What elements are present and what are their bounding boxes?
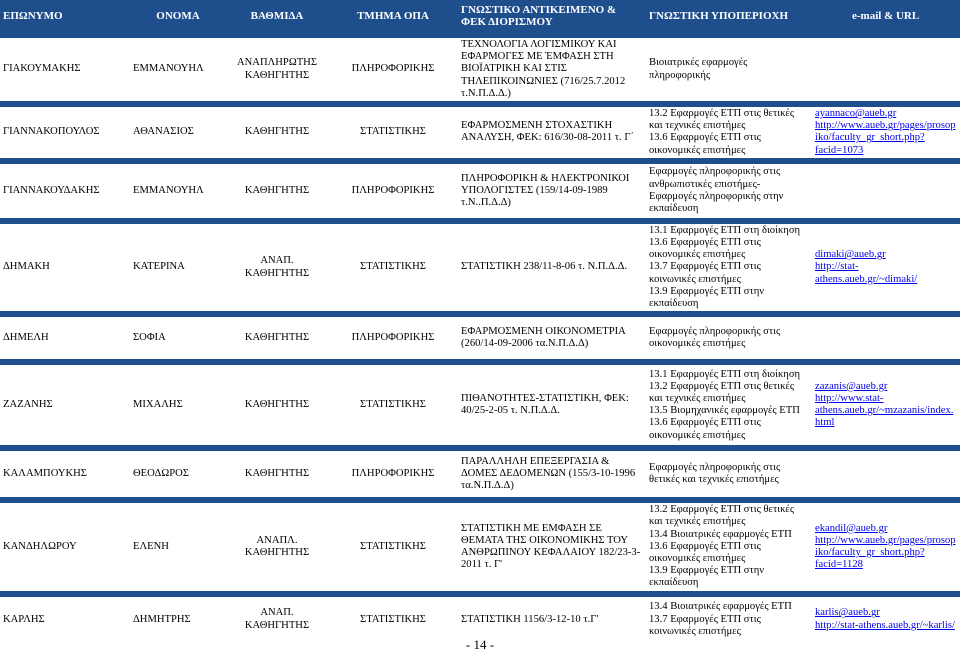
cell-rank: ΚΑΘΗΓΗΤΗΣ [244,332,310,344]
cell-name: ΘΕΟΔΩΡΟΣ [133,468,189,480]
cell-rank: ΑΝΑΠ. ΚΑΘΗΓΗΤΗΣ [244,607,310,631]
email-link[interactable]: karlis@aueb.gr [815,607,880,619]
cell-rank: ΑΝΑΠΛ. ΚΑΘΗΓΗΤΗΣ [244,534,310,558]
cell-rank: ΚΑΘΗΓΗΤΗΣ [244,184,310,196]
area-line: 13.2 Εφαρμογές ΕΤΠ στις θετικές και τεχνικές επιστήμες [649,380,795,405]
area-line: 13.2 Εφαρμογές ΕΤΠ στις θετικές και τεχνικές επιστήμες [649,108,795,132]
url-link[interactable]: http://www.aueb.gr/pages/prosopiko/faculty_gr_short.php?facid=1128 [815,534,956,571]
url-link[interactable]: http://www.stat-athens.aueb.gr/~mzazanis/index.html [815,393,954,429]
cell-subject: ΕΦΑΡΜΟΣΜΕΝΗ ΣΤΟΧΑΣΤΙΚΗ ΑΝΑΛΥΣΗ, ΦΕΚ: 616/30-08-2011 τ. Γ΄ [461,120,634,144]
cell-name: ΕΛΕΝΗ [133,540,169,552]
cell-subject: ΣΤΑΤΙΣΤΙΚΗ 238/11-8-06 τ. Ν.Π.Δ.Δ. [461,261,628,273]
cell-surname: ΓΙΑΝΝΑΚΟΠΟΥΛΟΣ [3,126,100,138]
cell-area [646,224,812,311]
cell-dept: ΠΛΗΡΟΦΟΡΙΚΗΣ [351,468,435,480]
area-line: 13.9 Εφαρμογές ΕΤΠ στην εκπαίδευση [649,285,765,310]
cell-area [646,107,812,158]
cell-dept: ΠΛΗΡΟΦΟΡΙΚΗΣ [351,332,435,344]
email-link[interactable]: dimaki@aueb.gr [815,249,886,261]
cell-subject: ΣΤΑΤΙΣΤΙΚΗ 1156/3-12-10 τ.Γ' [461,613,599,625]
cell-name: ΔΗΜΗΤΡΗΣ [133,613,191,625]
header-surname: ΕΠΩΝΥΜΟ [0,0,130,32]
cell-contact [812,365,960,445]
cell-surname: ΓΙΑΝΝΑΚΟΥΔΑΚΗΣ [3,184,100,196]
cell-rank: ΚΑΘΗΓΗΤΗΣ [244,126,310,138]
email-link[interactable]: zazanis@aueb.gr [815,380,888,392]
cell-contact [812,597,960,643]
area-line: 13.6 Εφαρμογές ΕΤΠ στις οικονομικές επιστήμες [649,417,761,441]
cell-surname: ΚΑΛΑΜΠΟΥΚΗΣ [3,468,87,480]
cell-name: ΜΙΧΑΛΗΣ [133,399,183,411]
cell-surname: ΚΑΝΔΗΛΩΡΟΥ [3,540,77,552]
cell-surname: ΓΙΑΚΟΥΜΑΚΗΣ [3,63,81,75]
area-line: 13.9 Εφαρμογές ΕΤΠ στην εκπαίδευση [649,565,765,589]
cell-dept: ΠΛΗΡΟΦΟΡΙΚΗΣ [351,63,435,75]
header-dept: ΤΜΗΜΑ ΟΠΑ [328,0,458,32]
page-number: - 14 - [465,637,495,652]
cell-subject: ΕΦΑΡΜΟΣΜΕΝΗ ΟΙΚΟΝΟΜΕΤΡΙΑ (260/14-09-2006 τα.Ν.Π.Δ.Δ) [461,326,626,350]
area-line: 13.6 Εφαρμογές ΕΤΠ στις οικονομικές επιστήμες [649,540,761,565]
table-row [0,597,960,643]
area-line: Εφαρμογές πληροφορικής στις ανθρωπιστικές επιστήμες- [649,166,781,190]
cell-contact [812,164,960,218]
cell-dept: ΣΤΑΤΙΣΤΙΚΗΣ [360,399,426,411]
cell-dept: ΠΛΗΡΟΦΟΡΙΚΗΣ [351,184,435,196]
area-line: Βιοιατρικές εφαρμογές πληροφορικής [649,57,748,81]
table-row [0,317,960,359]
cell-area [646,451,812,497]
cell-rank: ΚΑΘΗΓΗΤΗΣ [244,468,310,480]
cell-area [646,365,812,445]
area-line: 13.4 Βιοιατρικές εφαρμογές ΕΤΠ [649,528,792,540]
table-row [0,164,960,218]
header-name: ΟΝΟΜΑ [130,0,226,32]
table-row [0,38,960,101]
area-line: 13.2 Εφαρμογές ΕΤΠ στις θετικές και τεχνικές επιστήμες [649,504,795,528]
header-subject: ΓΝΩΣΤΙΚΟ ΑΝΤΙΚΕΙΜΕΝΟ & ΦΕΚ ΔΙΟΡΙΣΜΟΥ [458,0,646,32]
table-body [0,32,960,643]
cell-area [646,38,812,101]
area-line: 13.6 Εφαρμογές ΕΤΠ στις οικονομικές επιστήμες [649,132,761,156]
table-row [0,451,960,497]
cell-subject: ΠΙΘΑΝΟΤΗΤΕΣ-ΣΤΑΤΙΣΤΙΚΗ, ΦΕΚ: 40/25-2-05 τ. Ν.Π.Δ.Δ. [461,393,629,417]
header-rank: ΒΑΘΜΙΔΑ [226,0,328,32]
area-line: 13.1 Εφαρμογές ΕΤΠ στη διοίκηση [649,224,801,236]
table-row [0,365,960,445]
cell-area [646,164,812,218]
area-line: Εφαρμογές πληροφορικής στις οικονομικές επιστήμες [649,326,781,350]
table-row [0,107,960,158]
cell-subject: ΣΤΑΤΙΣΤΙΚΗ ΜΕ ΕΜΦΑΣΗ ΣΕ ΘΕΜΑΤΑ ΤΗΣ ΟΙΚΟΝΟΜΙΚΗΣ ΤΟΥ ΑΝΘΡΩΠΙΝΟΥ ΚΕΦΑΛΑΙΟΥ 182/23-3-2011 τ. Γ' [461,522,641,571]
cell-surname: ΔΗΜΑΚΗ [3,261,50,273]
cell-rank: ΑΝΑΠ. ΚΑΘΗΓΗΤΗΣ [244,255,310,279]
area-line: Εφαρμογές πληροφορικής στις θετικές και τεχνικές επιστήμες [649,462,781,486]
area-line: 13.4 Βιοιατρικές εφαρμογές ΕΤΠ [649,601,792,613]
cell-surname: ΚΑΡΛΗΣ [3,613,45,625]
cell-area [646,503,812,590]
email-link[interactable]: ekandil@aueb.gr [815,522,888,534]
cell-subject: ΤΕΧΝΟΛΟΓΙΑ ΛΟΓΙΣΜΙΚΟΥ ΚΑΙ ΕΦΑΡΜΟΓΕΣ ΜΕ ΈΜΦΑΣΗ ΣΤΗ ΒΙΟΪΑΤΡΙΚΗ ΚΑΙ ΣΤΙΣ ΤΗΛΕΠΙΚΟΙΝΩΝΙΕΣ (716/25.7.2012 τ.Ν.Π.Δ.Δ.) [461,39,626,99]
cell-surname: ΔΗΜΕΛΗ [3,332,49,344]
header-area: ΓΝΩΣΤΙΚΗ ΥΠΟΠΕΡΙΟΧΗ [646,0,812,32]
area-line: 13.5 Βιομηχανικές εφαρμογές ΕΤΠ [649,405,800,417]
cell-rank: ΚΑΘΗΓΗΤΗΣ [244,399,310,411]
area-line: 13.7 Εφαρμογές ΕΤΠ στις κοινωνικές επιστήμες [649,613,761,637]
cell-name: ΑΘΑΝΑΣΙΟΣ [133,126,194,138]
area-line: 13.7 Εφαρμογές ΕΤΠ στις κοινωνικές επιστήμες [649,261,761,285]
area-line: Εφαρμογές πληροφορικής στην εκπαίδευση [649,190,784,215]
table-row [0,503,960,590]
cell-contact [812,317,960,359]
cell-name: ΚΑΤΕΡΙΝΑ [133,261,185,273]
url-link[interactable]: http://stat-athens.aueb.gr/~dimaki/ [815,261,918,285]
header-row [0,0,960,32]
cell-dept: ΣΤΑΤΙΣΤΙΚΗΣ [360,540,426,552]
area-line: 13.6 Εφαρμογές ΕΤΠ στις οικονομικές επιστήμες [649,237,761,261]
url-link[interactable]: http://www.aueb.gr/pages/prosopiko/faculty_gr_short.php?facid=1073 [815,120,956,156]
email-link[interactable]: ayannaco@aueb.gr [815,108,897,120]
cell-name: ΕΜΜΑΝΟΥΗΛ [133,184,204,196]
cell-rank: ΑΝΑΠΛΗΡΩΤΗΣ ΚΑΘΗΓΗΤΗΣ [237,57,317,81]
cell-dept: ΣΤΑΤΙΣΤΙΚΗΣ [360,613,426,625]
cell-subject: ΠΛΗΡΟΦΟΡΙΚΗ & ΗΛΕΚΤΡΟΝΙΚΟΙ ΥΠΟΛΟΓΙΣΤΕΣ (159/14-09-1989 τ.Ν..Π.Δ.Δ) [461,172,630,208]
header-contact: e-mail & URL [812,0,960,32]
cell-contact [812,451,960,497]
table-row [0,224,960,311]
cell-dept: ΣΤΑΤΙΣΤΙΚΗΣ [360,126,426,138]
cell-area [646,317,812,359]
cell-contact [812,503,960,590]
cell-name: ΣΟΦΙΑ [133,332,166,344]
cell-area [646,597,812,643]
url-link[interactable]: http://stat-athens.aueb.gr/~karlis/ [815,619,955,631]
cell-dept: ΣΤΑΤΙΣΤΙΚΗΣ [360,261,426,273]
cell-contact [812,38,960,101]
cell-name: ΕΜΜΑΝΟΥΗΛ [133,63,204,75]
area-line: 13.1 Εφαρμογές ΕΤΠ στη διοίκηση [649,368,801,380]
cell-contact [812,224,960,311]
cell-contact [812,107,960,158]
cell-subject: ΠΑΡΑΛΛΗΛΗ ΕΠΕΞΕΡΓΑΣΙΑ & ΔΟΜΕΣ ΔΕΔΟΜΕΝΩΝ (155/3-10-1996 τα.Ν.Π.Δ.Δ) [461,455,636,492]
cell-surname: ΖΑΖΑΝΗΣ [3,399,53,411]
